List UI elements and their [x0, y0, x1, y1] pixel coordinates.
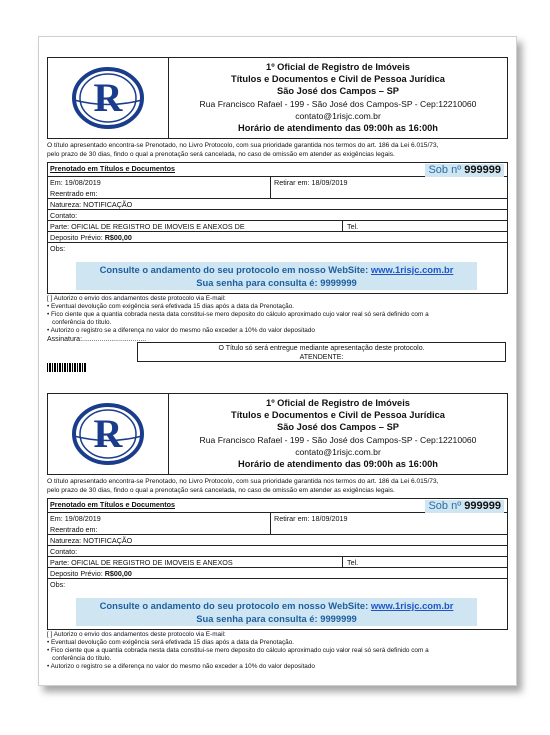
tel-label: Tel.	[347, 558, 359, 567]
office-city: São José dos Campos – SP	[277, 422, 399, 433]
office-address: Rua Francisco Rafael - 199 - São José dos Campos-SP - Cep:12210060	[199, 98, 477, 109]
tel-divider	[342, 221, 343, 232]
office-email: contato@1risjc.com.br	[295, 446, 381, 457]
delivery-box	[137, 342, 506, 362]
office-info	[169, 394, 507, 474]
registry-logo	[48, 394, 169, 474]
office-titles: Títulos e Documentos e Civil de Pessoa Jurídica	[231, 410, 445, 421]
contato-row	[48, 210, 507, 221]
registry-logo	[48, 58, 169, 138]
parte-row	[48, 557, 507, 568]
tel-label: Tel.	[347, 222, 359, 231]
office-hours: Horário de atendimento das 09:00h as 16:00h	[238, 459, 438, 470]
natureza-row	[48, 535, 507, 546]
office-titles: Títulos e Documentos e Civil de Pessoa Jurídica	[231, 74, 445, 85]
em-date: Em: 19/08/2019	[50, 178, 101, 187]
consult-banner	[76, 262, 477, 290]
barcode	[47, 363, 87, 372]
obs-label: Obs:	[50, 580, 66, 589]
obs-row	[48, 243, 507, 254]
website-link[interactable]: www.1risjc.com.br	[370, 600, 454, 611]
difference-notice: • Autorizo o registro se a diferença no valor do mesmo não exceder a 10% do valor depositado	[47, 327, 315, 334]
office-city: São José dos Campos – SP	[277, 86, 399, 97]
parte-row	[48, 221, 507, 232]
natureza-label: Natureza: NOTIFICAÇÃO	[50, 200, 133, 209]
form-title-row	[48, 163, 507, 177]
notice-line-2: pelo prazo de 30 dias, findo o qual a prenotação será cancelada, no caso de omissão em atender as exigências legais.	[47, 150, 395, 158]
parte-label: Parte: OFICIAL DE REGISTRO DE IMOVEIS E ANEXOS	[50, 558, 233, 567]
sob-label: Sob nº	[428, 164, 462, 176]
authorization-list	[47, 295, 506, 335]
r-seal-icon	[70, 65, 146, 131]
reentrado-row	[48, 188, 507, 199]
r-seal-icon	[70, 401, 146, 467]
contato-row	[48, 546, 507, 557]
deposit-notice-cont: conferência do título.	[52, 655, 112, 662]
office-email: contato@1risjc.com.br	[295, 110, 381, 121]
header-box	[47, 393, 508, 475]
sob-label: Sob nº	[428, 500, 462, 512]
deposito-value: R$00,00	[104, 233, 132, 242]
form-title: Prenotado em Títulos e Documentos	[50, 164, 175, 173]
natureza-label: Natureza: NOTIFICAÇÃO	[50, 536, 133, 545]
authorization-list	[47, 631, 506, 671]
sob-number: 999999	[464, 164, 501, 176]
consult-line	[76, 599, 477, 612]
consult-password: Sua senha para consulta é: 9999999	[196, 277, 357, 288]
notice-line-2: pelo prazo de 30 dias, findo o qual a prenotação será cancelada, no caso de omissão em atender as exigências legais.	[47, 486, 395, 494]
office-hours: Horário de atendimento das 09:00h as 16:00h	[238, 123, 438, 134]
notice-line-1: O título apresentado encontra-se Prenotado, no Livro Protocolo, com sua prioridade garantida nos termos do art. 186 da Lei 6.015/73,	[47, 478, 439, 485]
deposito-value: R$00,00	[104, 569, 132, 578]
reentrado-row	[48, 524, 507, 535]
consult-banner	[76, 598, 477, 626]
consult-text: Consulte o andamento do seu protocolo em nosso WebSite:	[99, 600, 369, 611]
reentrado-label: Reentrado em:	[50, 525, 98, 534]
consult-text: Consulte o andamento do seu protocolo em nosso WebSite:	[99, 264, 369, 275]
parte-label: Parte: OFICIAL DE REGISTRO DE IMOVEIS E ANEXOS DE	[50, 222, 245, 231]
natureza-row	[48, 199, 507, 210]
header-box	[47, 57, 508, 139]
office-name: 1º Oficial de Registro de Imóveis	[266, 398, 410, 408]
tel-divider	[342, 557, 343, 568]
em-row	[48, 513, 507, 524]
contato-label: Contato:	[50, 547, 78, 556]
svg-text:R: R	[93, 411, 123, 456]
deposito-row	[48, 232, 507, 243]
document-page	[38, 36, 517, 686]
office-name: 1º Oficial de Registro de Imóveis	[266, 62, 410, 72]
sob-badge	[425, 500, 504, 513]
sob-badge	[425, 164, 504, 177]
return-notice: • Eventual devolução com exigência será efetivada 15 dias após a data da Prenotação.	[47, 639, 295, 646]
prenotation-notice	[47, 478, 506, 495]
office-info	[169, 58, 507, 138]
form-title: Prenotado em Títulos e Documentos	[50, 500, 175, 509]
website-link[interactable]: www.1risjc.com.br	[370, 264, 454, 275]
form-title-row	[48, 499, 507, 513]
email-authorization-checkbox[interactable]: [ ] Autorizo o envio dos andamentos deste protocolo via E-mail:	[47, 295, 226, 302]
em-row	[48, 177, 507, 188]
sob-number: 999999	[464, 500, 501, 512]
protocol-form	[47, 162, 508, 294]
retirar-date: Retirar em: 18/09/2019	[274, 178, 348, 187]
return-notice: • Eventual devolução com exigência será efetivada 15 dias após a data da Prenotação.	[47, 303, 295, 310]
signature-line: Assinatura:.................................	[47, 336, 147, 343]
contato-label: Contato:	[50, 211, 78, 220]
protocol-form	[47, 498, 508, 630]
obs-row	[48, 579, 507, 590]
deposit-notice: • Fico ciente que a quantia cobrada nesta data constitui-se mero deposito do cálculo aproximado cujo valor real só será definido com a	[47, 311, 429, 318]
delivery-text: O Título só será entregue mediante apresentação deste protocolo.	[218, 345, 425, 352]
prenotation-notice	[47, 142, 506, 159]
attendant-label: ATENDENTE:	[299, 354, 344, 361]
reentrado-label: Reentrado em:	[50, 189, 98, 198]
notice-line-1: O título apresentado encontra-se Prenotado, no Livro Protocolo, com sua prioridade garantida nos termos do art. 186 da Lei 6.015/73,	[47, 142, 439, 149]
deposit-notice-cont: conferência do título.	[52, 319, 112, 326]
deposito-label: Deposito Prévio: R$00,00	[50, 233, 132, 242]
consult-password: Sua senha para consulta é: 9999999	[196, 613, 357, 624]
retirar-date: Retirar em: 18/09/2019	[274, 514, 348, 523]
obs-label: Obs:	[50, 244, 66, 253]
consult-line	[76, 263, 477, 276]
difference-notice: • Autorizo o registro se a diferença no valor do mesmo não exceder a 10% do valor depositado	[47, 663, 315, 670]
email-authorization-checkbox[interactable]: [ ] Autorizo o envio dos andamentos deste protocolo via E-mail:	[47, 631, 226, 638]
svg-text:R: R	[93, 75, 123, 120]
deposit-notice: • Fico ciente que a quantia cobrada nesta data constitui-se mero deposito do cálculo aproximado cujo valor real só será definido com a	[47, 647, 429, 654]
deposito-label: Deposito Prévio: R$00,00	[50, 569, 132, 578]
office-address: Rua Francisco Rafael - 199 - São José dos Campos-SP - Cep:12210060	[199, 434, 477, 445]
em-date: Em: 19/08/2019	[50, 514, 101, 523]
deposito-row	[48, 568, 507, 579]
